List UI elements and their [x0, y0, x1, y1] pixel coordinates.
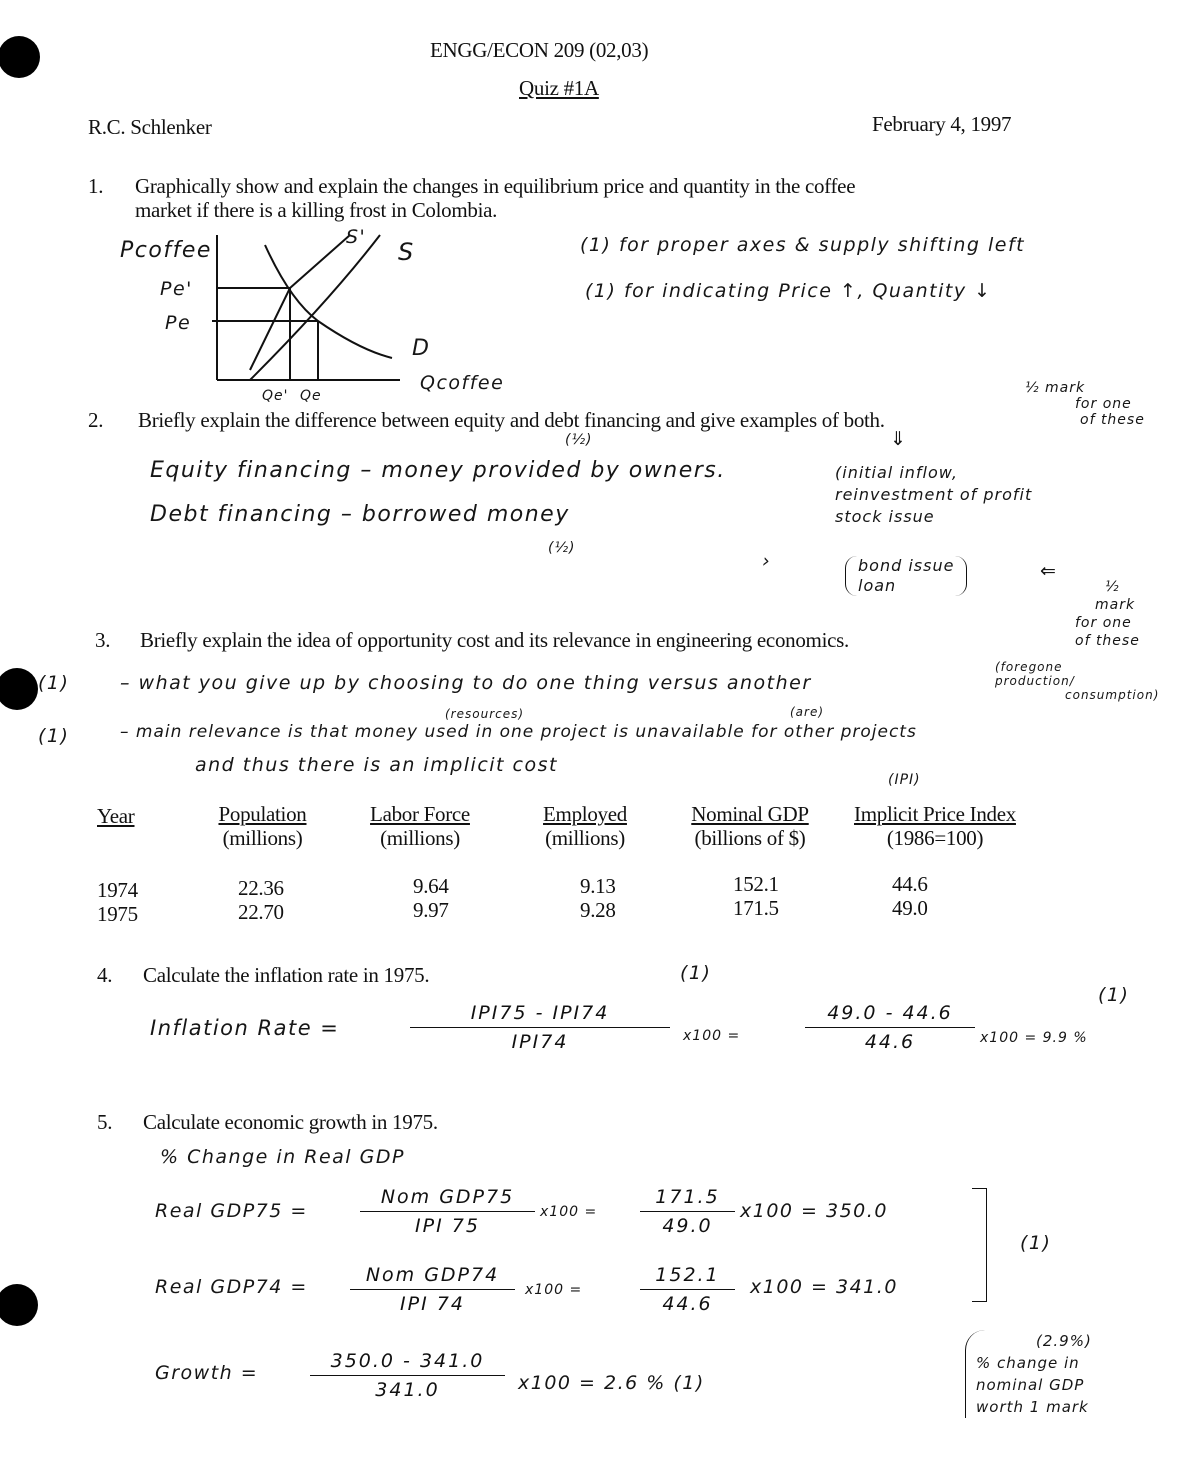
graph-y-label: Pcoffee [120, 238, 212, 263]
graph-pe-prime: Pe' [160, 278, 193, 300]
q1-text-line1: Graphically show and explain the changes in equilibrium price and quantity in the coffee [135, 174, 856, 198]
bracket [972, 1188, 987, 1302]
real-gdp74-values: 152.1 44.6 [640, 1264, 735, 1315]
arrow-left: ⇐ [1040, 560, 1058, 582]
hole-punch [0, 1284, 38, 1326]
inflation-times: x100 = [683, 1028, 741, 1044]
graph-s: S [398, 238, 415, 266]
q3-number: 3. [95, 628, 111, 652]
real-gdp74-times: x100 = [525, 1282, 583, 1298]
real-gdp74-fraction: Nom GDP74 IPI 74 [350, 1264, 515, 1315]
inflation-fraction: IPI75 - IPI74 IPI74 [410, 1002, 670, 1053]
q5-side-note: (2.9%) % change in nominal GDP worth 1 mark [965, 1330, 1092, 1418]
author: R.C. Schlenker [88, 115, 212, 139]
q2-half-mark-2: (½) [548, 540, 576, 556]
graph-pe: Pe [165, 312, 192, 334]
q4-text: Calculate the inflation rate in 1975. [143, 963, 430, 987]
real-gdp74-label: Real GDP74 = [155, 1276, 308, 1298]
header-ipi: Implicit Price Index (1986=100) [854, 802, 1016, 850]
q4-mark-right: (1) [1098, 984, 1130, 1006]
graph-s-prime: S' [346, 226, 367, 248]
hole-punch [0, 668, 38, 710]
q2-number: 2. [88, 408, 104, 432]
q2-note-top: ½ mark for one of these [1025, 380, 1145, 428]
real-gdp75-times: x100 = [540, 1204, 598, 1220]
q4-mark-top: (1) [680, 962, 712, 984]
q3-mark-2: (1) [38, 725, 70, 747]
q1-mark-2: (1) for indicating Price ↑, Quantity ↓ [585, 280, 992, 302]
q2-note-bottom: ½ mark for one of these [1075, 579, 1140, 649]
graph-qe: Qe [300, 388, 322, 404]
growth-result: x100 = 2.6 % (1) [518, 1372, 705, 1394]
graph-qe-prime: Qe' [262, 388, 289, 404]
q1-number: 1. [88, 174, 104, 198]
growth-fraction: 350.0 - 341.0 341.0 [310, 1350, 505, 1401]
q1-text-line2: market if there is a killing frost in Colombia. [135, 198, 498, 222]
real-gdp75-fraction: Nom GDP75 IPI 75 [360, 1186, 535, 1237]
inflation-label: Inflation Rate = [150, 1016, 340, 1040]
q3-mark-1: (1) [38, 672, 70, 694]
header-year: Year [97, 804, 135, 828]
arrow-right: › [762, 550, 772, 572]
inflation-result: x100 = 9.9 % [980, 1030, 1088, 1046]
q3-line-2: – main relevance is that money used in one project is unavailable for other projects [120, 722, 917, 742]
supply-demand-graph [0, 0, 1200, 420]
header-population: Population (millions) [218, 802, 307, 850]
q3-aside: (foregone production/ consumption) [995, 660, 1160, 702]
equity-answer: Equity financing – money provided by owners. [150, 458, 726, 483]
real-gdp75-label: Real GDP75 = [155, 1200, 308, 1222]
date: February 4, 1997 [872, 112, 1012, 136]
q3-line-1: – what you give up by choosing to do one thing versus another [120, 672, 812, 694]
q2-text: Briefly explain the difference between equity and debt financing and give examples of both. [138, 408, 885, 432]
graph-d: D [412, 336, 431, 361]
real-gdp75-values: 171.5 49.0 [640, 1186, 735, 1237]
q1-mark-1: (1) for proper axes & supply shifting left [580, 234, 1026, 256]
growth-label: Growth = [155, 1362, 259, 1384]
q3-text: Briefly explain the idea of opportunity cost and its relevance in engineering economics. [140, 628, 849, 652]
q5-mark: (1) [1020, 1232, 1052, 1254]
debt-answer: Debt financing – borrowed money [150, 502, 570, 527]
header-labor-force: Labor Force (millions) [370, 802, 470, 850]
course-title: ENGG/ECON 209 (02,03) [430, 38, 649, 62]
q3-above-is: (are) [790, 705, 825, 719]
arrow-down: ⇓ [890, 428, 908, 450]
debt-examples: bond issue loan [845, 556, 967, 596]
q4-number: 4. [97, 963, 113, 987]
header-nominal-gdp: Nominal GDP (billions of $) [691, 802, 809, 850]
quiz-title: Quiz #1A [519, 76, 599, 100]
real-gdp75-result: x100 = 350.0 [740, 1200, 888, 1222]
q5-text: Calculate economic growth in 1975. [143, 1110, 438, 1134]
header-employed: Employed (millions) [543, 802, 627, 850]
q5-heading: % Change in Real GDP [160, 1146, 405, 1168]
q3-above-money: (resources) [445, 707, 525, 721]
graph-x-label: Qcoffee [420, 372, 505, 394]
q3-line-3: and thus there is an implicit cost [195, 754, 558, 776]
inflation-values-fraction: 49.0 - 44.6 44.6 [805, 1002, 975, 1053]
q2-half-mark: (½) [565, 432, 593, 448]
real-gdp74-result: x100 = 341.0 [750, 1276, 898, 1298]
q5-number: 5. [97, 1110, 113, 1134]
ipi-note: (IPI) [888, 772, 921, 788]
equity-examples: (initial inflow, reinvestment of profit stock issue [835, 463, 1033, 526]
